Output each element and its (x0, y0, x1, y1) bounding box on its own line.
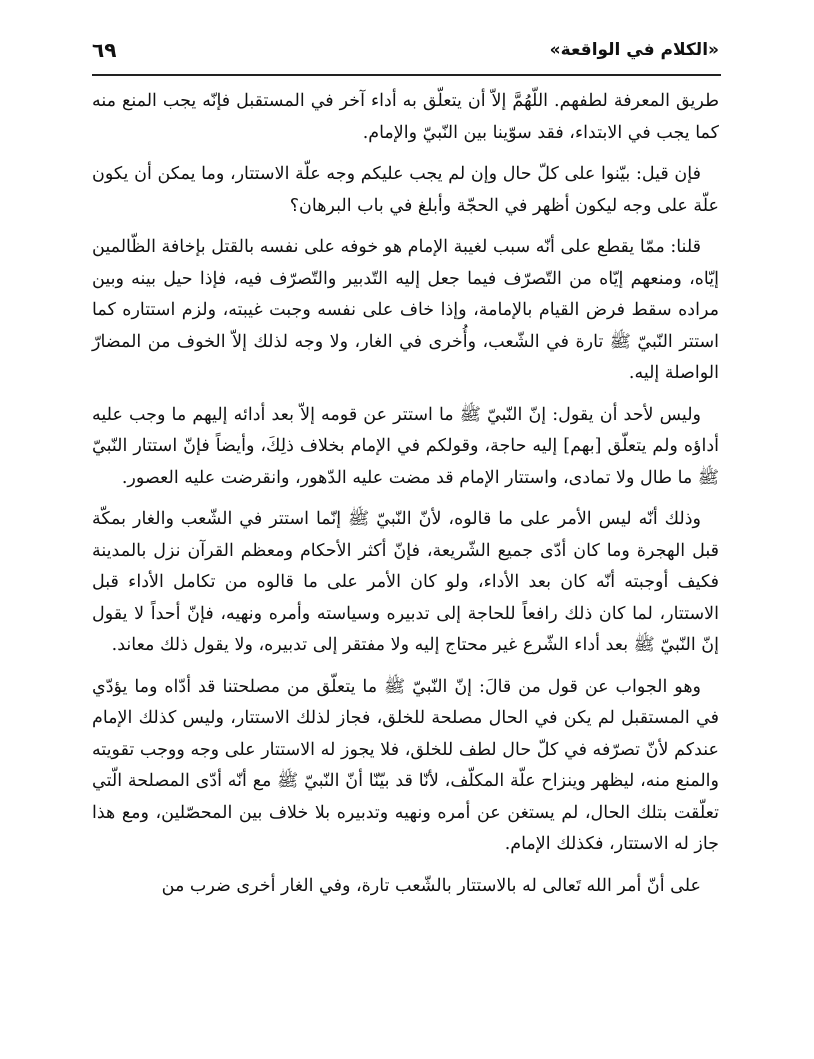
paragraph-5: وذلك أنّه ليس الأمر على ما قالوه، لأنّ النّبيّ ﷺ إنّما استتر في الشّعب والغار بمكّة قبل الهجرة وما كان أدّى جميع الشّريعة، فإنّ أكثر الأحكام ومعظم القرآن نزل بالمدينة فكيف أوجبته أنّه كان بعد الأداء، ولو كان الأمر على ما قالوه من تكامل الأداء قبل الاستتار، لما كان ذلك رافعاً للحاجة إلى تدبيره وسياسته وأمره ونهيه، فإنّ أحداً لا يقول إنّ النّبيّ ﷺ بعد أداء الشّرع غير محتاج إليه ولا مفتقر إلى تدبيره، ولا يقول ذلك معاند. (92, 509, 719, 655)
body-text (92, 86, 719, 902)
paragraph-4: وليس لأحد أن يقول: إنّ النّبيّ ﷺ ما استتر عن قومه إلاّ بعد أدائه إليهم ما وجب عليه أداؤه ولم يتعلّق [بهم] إليه حاجة، وقولكم في الإمام بخلاف ذلِكَ، وأيضاً فإنّ استتار النّبيّ ﷺ ما طال ولا تمادى، واستتار الإمام قد مضت عليه الدّهور، وانقرضت عليه العصور. (92, 404, 719, 488)
paragraph-3: قلنا: ممّا يقطع على أنّه سبب لغيبة الإمام هو خوفه على نفسه بالقتل بإخافة الظّالمين إيّاه، ومنعهم إيّاه من التّصرّف فيما جعل إليه التّدبير والتّصرّف فيه، فإذا حيل بينه وبين مراده سقط فرض القيام بالإمامة، وإذا خاف على نفسه وجبت غيبته، ولزم استتاره كما استتر النّبيّ ﷺ تارة في الشّعب، وأُخرى في الغار، ولا وجه لذلك إلاّ الخوف من المضارّ الواصلة إليه. (92, 237, 719, 383)
page-number: ٦٩ (92, 38, 117, 62)
paragraph-1: طريق المعرفة لطفهم. اللّهُمَّ إلاّ أن يتعلّق به أداء آخر في المستقبل فإنّه يجب المنع منه كما يجب في الابتداء، فقد سوّينا بين النّبيّ والإمام. (92, 91, 719, 143)
header-rule (92, 74, 721, 76)
paragraph-6: وهو الجواب عن قول من قالَ: إنّ النّبيّ ﷺ ما يتعلّق من مصلحتنا قد أدّاه وما يؤدّي في المستقبل لم يكن في الحال مصلحة للخلق، فجاز لذلك الاستتار، وليس كذلك الإمام عندكم لأنّ تصرّفه في كلّ حال لطف للخلق، فلا يجوز له الاستتار على وجه ووجب تقويته والمنع منه، ليظهر وينزاح علّة المكلّف، لأنّا قد بيّنّا أنّ النّبيّ ﷺ مع أنّه أدّى المصلحة الّتي تعلّقت بتلك الحال، لم يستغن عن أمره ونهيه وتدبيره بلا خلاف بين المحصّلين، ومع هذا جاز له الاستتار، فكذلك الإمام. (92, 676, 719, 854)
page-header (92, 30, 719, 70)
running-title: «الكلام في الواقعة» (549, 40, 719, 60)
paragraph-7: على أنّ أمر الله تَعالى له بالاستتار بالشّعب تارة، وفي الغار أخرى ضرب من (161, 875, 701, 896)
paragraph-2: فإن قيل: بيّنوا على كلّ حال وإن لم يجب عليكم وجه علّة الاستتار، وما يمكن أن يكون علّة على وجه ليكون أظهر في الحجّة وأبلغ في باب البرهان؟ (92, 164, 719, 216)
